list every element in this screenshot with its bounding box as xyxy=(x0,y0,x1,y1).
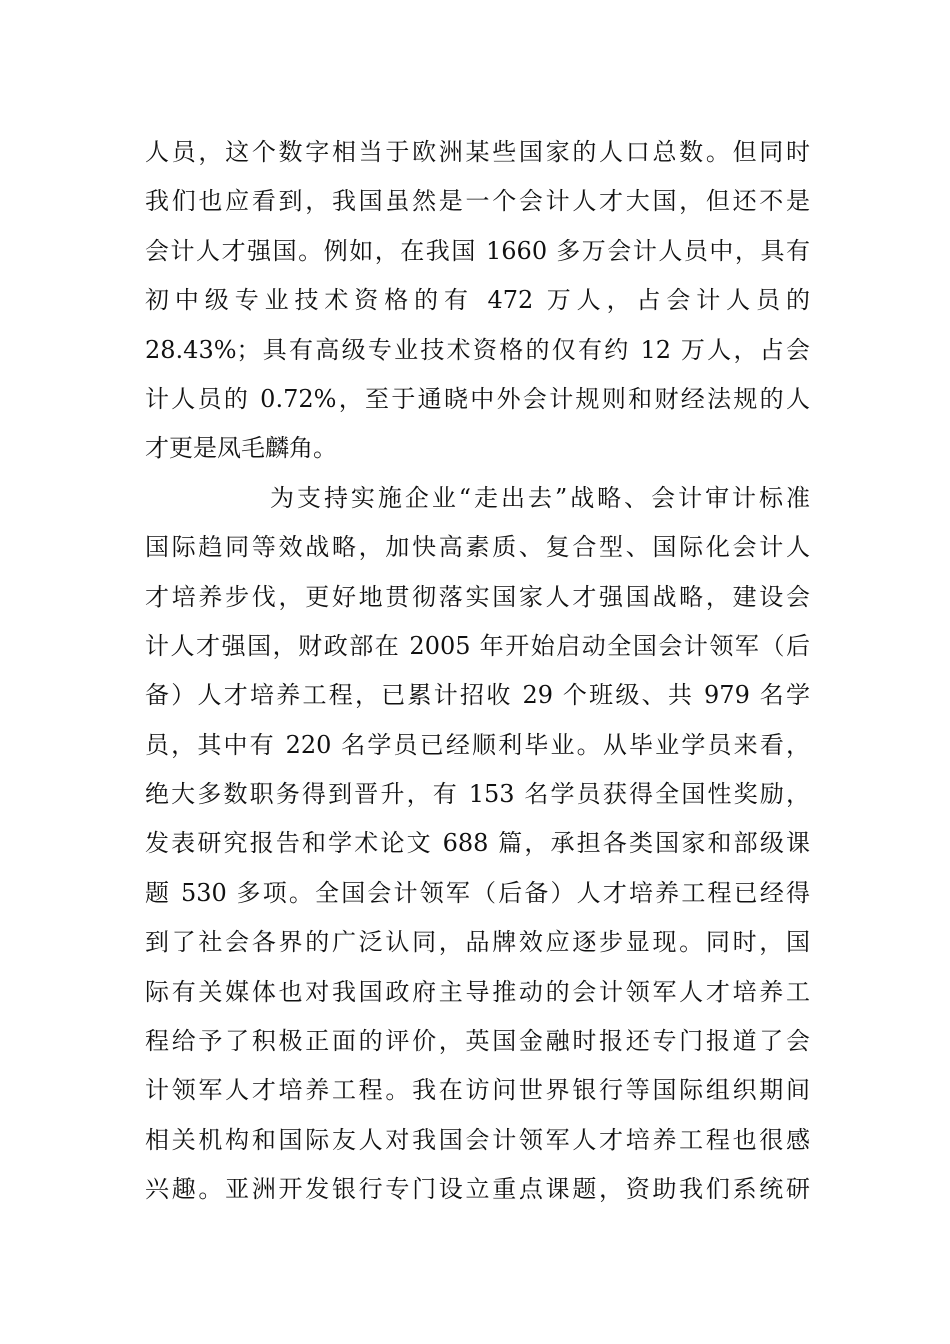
text-line: 到了社会各界的广泛认同，品牌效应逐步显现。同时，国 xyxy=(145,928,810,957)
body-text xyxy=(145,128,810,1215)
text-line: 才培养步伐，更好地贯彻落实国家人才强国战略，建设会 xyxy=(145,582,810,611)
text-line: 际有关媒体也对我国政府主导推动的会计领军人才培养工 xyxy=(145,977,810,1006)
text-line: 兴趣。亚洲开发银行专门设立重点课题，资助我们系统研 xyxy=(145,1175,810,1204)
text-line: 计人才强国，财政部在 2005 年开始启动全国会计领军（后 xyxy=(145,631,810,660)
text-line: 国际趋同等效战略，加快高素质、复合型、国际化会计人 xyxy=(145,533,810,562)
text-line: 计人员的 0.72%，至于通晓中外会计规则和财经法规的人 xyxy=(145,384,810,413)
text-line: 初中级专业技术资格的有 472 万人，占会计人员的 xyxy=(145,286,810,315)
text-line: 计领军人才培养工程。我在访问世界银行等国际组织期间 xyxy=(145,1076,810,1105)
paragraph-1 xyxy=(145,128,810,474)
text-line: 相关机构和国际友人对我国会计领军人才培养工程也很感 xyxy=(145,1125,810,1154)
text-line: 程给予了积极正面的评价，英国金融时报还专门报道了会 xyxy=(145,1027,810,1056)
text-line: 人员，这个数字相当于欧洲某些国家的人口总数。但同时 xyxy=(145,138,810,166)
text-line: 员，其中有 220 名学员已经顺利毕业。从毕业学员来看， xyxy=(145,730,810,759)
text-line: 题 530 多项。全国会计领军（后备）人才培养工程已经得 xyxy=(145,878,810,907)
text-line: 备）人才培养工程，已累计招收 29 个班级、共 979 名学 xyxy=(145,681,810,710)
text-line: 我们也应看到，我国虽然是一个会计人才大国，但还不是 xyxy=(145,187,810,216)
paragraph-2 xyxy=(145,474,810,1215)
text-line: 28.43%；具有高级专业技术资格的仅有约 12 万人，占会 xyxy=(145,335,810,364)
text-line: 为支持实施企业“走出去”战略、会计审计标准 xyxy=(270,483,810,512)
text-line: 会计人才强国。例如，在我国 1660 多万会计人员中，具有 xyxy=(145,236,810,265)
text-line: 绝大多数职务得到晋升，有 153 名学员获得全国性奖励， xyxy=(145,780,810,809)
text-line: 发表研究报告和学术论文 688 篇，承担各类国家和部级课 xyxy=(145,829,810,858)
text-line: 才更是凤毛麟角。 xyxy=(145,434,337,463)
